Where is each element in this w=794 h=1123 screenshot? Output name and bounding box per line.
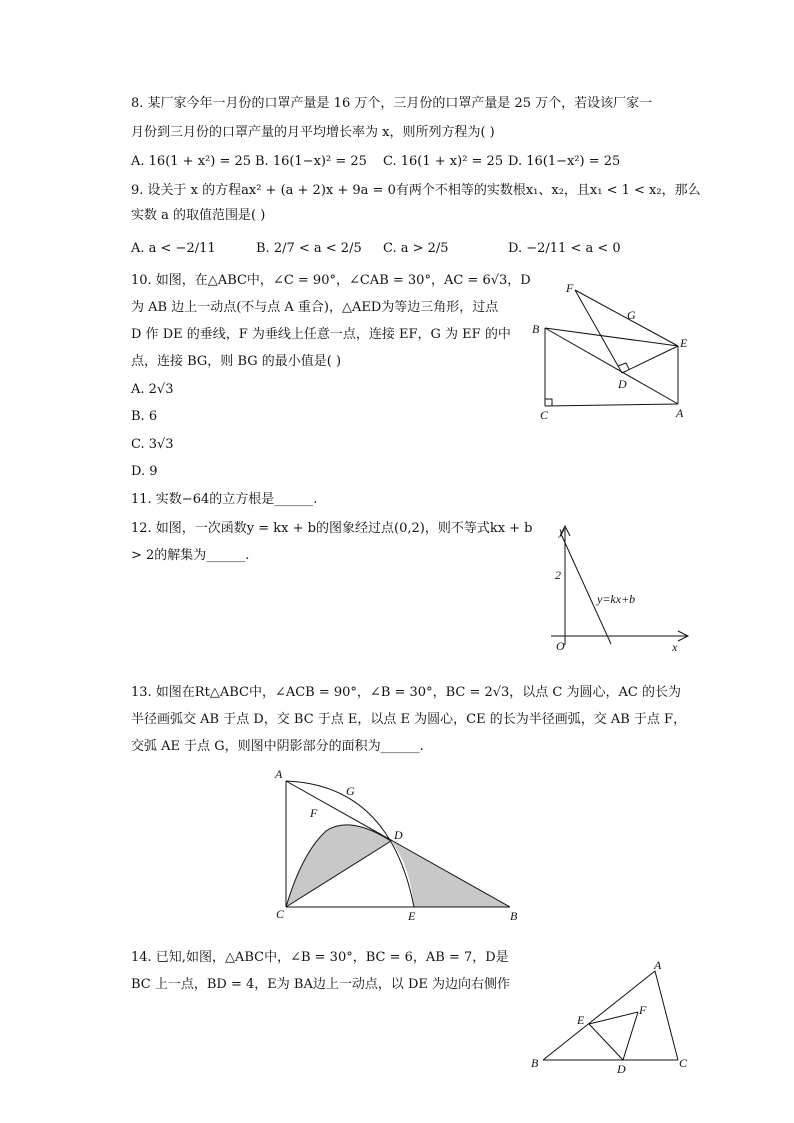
q12-figure [545, 520, 695, 655]
q8-option-d: D. 16(1−x²) = 25 [508, 154, 621, 169]
q14-label-f: F [639, 1003, 647, 1017]
q9-line1: 9. 设关于 x 的方程ax² + (a + 2)x + 9a = 0有两个不相等的实数根x₁、x₂，且x₁ < 1 < x₂，那么 [131, 183, 701, 198]
q10-label-f: F [566, 281, 574, 295]
q10-label-g: G [627, 308, 636, 322]
q10-line1: 10. 如图，在△ABC中，∠C = 90°，∠CAB = 30°，AC = 6√3，D [131, 273, 531, 288]
q12-label-two: 2 [555, 568, 561, 582]
q13-label-g: G [346, 784, 355, 798]
q13-label-f: F [310, 806, 318, 820]
q9-option-c: C. a > 2/5 [383, 241, 449, 256]
q10-line3: D 作 DE 的垂线，F 为垂线上任意一点，连接 EF，G 为 EF 的中 [131, 327, 511, 342]
q8-option-c: C. 16(1 + x)² = 25 [383, 154, 504, 169]
q8-option-b: B. 16(1−x)² = 25 [255, 154, 367, 169]
q13-label-d: D [394, 828, 403, 842]
q10-label-a: A [676, 406, 684, 420]
q10-option-d: D. 9 [131, 464, 158, 479]
q8-line1: 8. 某厂家今年一月份的口罩产量是 16 万个，三月份的口罩产量是 25 万个，若设该厂家一 [131, 96, 653, 111]
q8-option-a: A. 16(1 + x²) = 25 [131, 154, 252, 169]
q12-line2: > 2的解集为______. [131, 548, 250, 563]
q14-label-c: C [679, 1056, 688, 1070]
q8-line2: 月份到三月份的口罩产量的月平均增长率为 x，则所列方程为( ) [131, 125, 495, 140]
q14-label-d: D [617, 1062, 626, 1076]
q14-label-e: E [577, 1013, 585, 1027]
q13-label-b: B [510, 909, 518, 923]
q13-label-c: C [276, 907, 285, 921]
q9-option-d: D. −2/11 < a < 0 [508, 241, 621, 256]
q13-line1: 13. 如图在Rt△ABC中，∠ACB = 90°，∠B = 30°，BC = 2√3，以点 C 为圆心，AC 的长为 [131, 685, 681, 700]
q14-label-b: B [531, 1056, 539, 1070]
q12-label-x: x [672, 640, 678, 654]
q10-line4: 点，连接 BG，则 BG 的最小值是( ) [131, 354, 342, 369]
q12-label-o: O [556, 639, 565, 653]
q14-line1: 14. 已知,如图，△ABC中，∠B = 30°，BC = 6，AB = 7，D是 [131, 950, 509, 965]
q10-option-a: A. 2√3 [131, 382, 174, 397]
q13-line2: 半径画弧交 AB 于点 D，交 BC 于点 E，以点 E 为圆心，CE 的长为半径画弧，交 AB 于点 F， [131, 712, 687, 727]
q9-line2: 实数 a 的取值范围是( ) [131, 208, 266, 223]
q10-label-c: C [540, 408, 549, 422]
q10-label-b: B [532, 322, 540, 336]
q10-option-b: B. 6 [131, 409, 158, 424]
q13-label-e: E [408, 909, 416, 923]
q12-label-y: y [559, 524, 565, 538]
q10-line2: 为 AB 边上一动点(不与点 A 重合)，△AED为等边三角形，过点 [131, 300, 499, 315]
q10-label-d: D [618, 377, 627, 391]
q10-option-c: C. 3√3 [131, 437, 174, 452]
q12-label-eq: y=kx+b [597, 592, 636, 606]
q14-label-a: A [654, 958, 662, 972]
q14-line2: BC 上一点，BD = 4，E为 BA边上一动点，以 DE 为边向右侧作 [131, 977, 511, 992]
q10-label-e: E [680, 336, 688, 350]
q14-figure [525, 955, 700, 1080]
q10-figure [530, 278, 700, 428]
q11-line1: 11. 实数−64的立方根是______. [131, 492, 318, 507]
q9-option-b: B. 2/7 < a < 2/5 [256, 241, 362, 256]
q12-line1: 12. 如图，一次函数y = kx + b的图象经过点(0,2)，则不等式kx + b [131, 521, 533, 536]
q13-label-a: A [275, 767, 283, 781]
q13-figure [270, 765, 530, 925]
q9-option-a: A. a < −2/11 [131, 241, 216, 256]
q13-line3: 交弧 AE 于点 G，则图中阴影部分的面积为______. [131, 739, 424, 754]
